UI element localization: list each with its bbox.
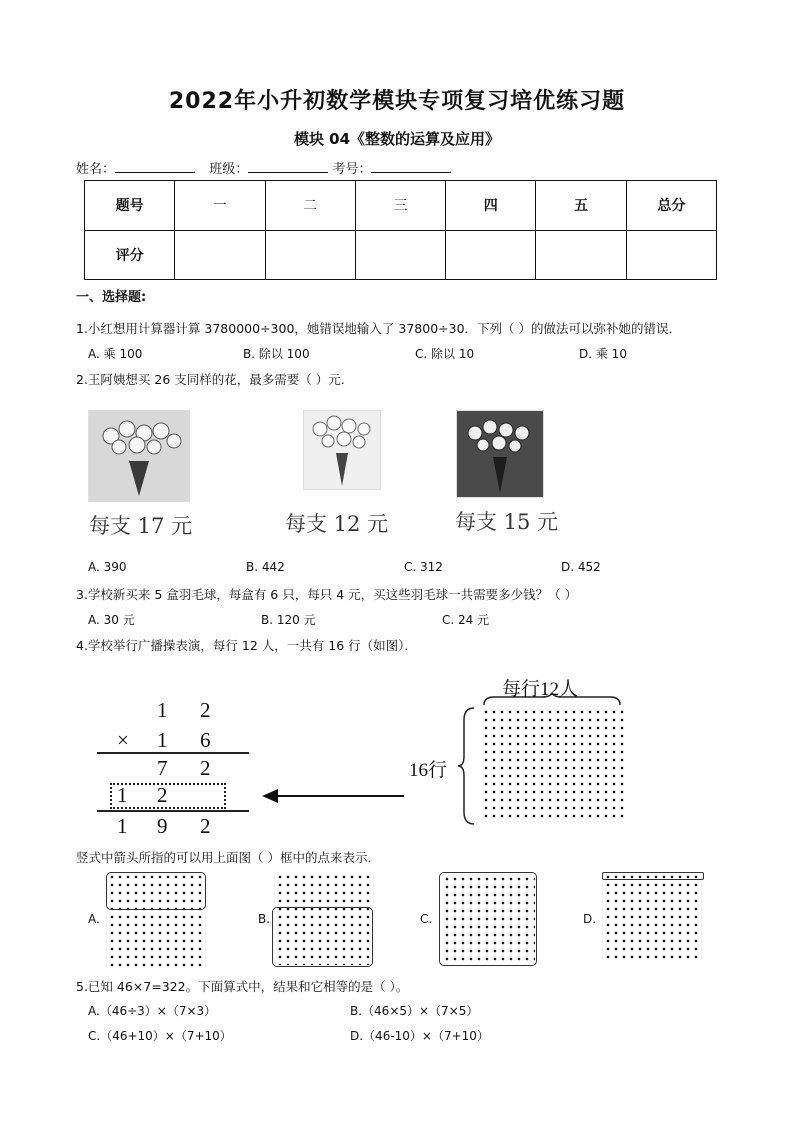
calc-line: [97, 752, 249, 754]
q4-option-a-label[interactable]: A.: [88, 912, 100, 926]
table-cell: 评分: [85, 230, 175, 280]
calc-digit: 1: [117, 783, 128, 807]
question-4-followup: 竖式中箭头所指的可以用上面图（ ）框中的点来表示．: [76, 850, 380, 865]
price-label-1: 每支 17 元: [89, 514, 193, 538]
calc-digit: 1: [157, 698, 168, 722]
q2-option-d[interactable]: D. 452: [561, 560, 601, 574]
score-table: [84, 180, 717, 280]
question-5-text: 5.已知 46×7=322。下面算式中，结果和它相等的是（ ）。: [76, 979, 409, 994]
q5-option-d[interactable]: D.（46-10）×（7+10）: [350, 1029, 489, 1043]
q3-option-c[interactable]: C. 24 元: [442, 613, 490, 627]
q1-option-c[interactable]: C. 除以 10: [415, 347, 475, 361]
score-cell[interactable]: [626, 230, 716, 280]
q4-option-b-label[interactable]: B.: [258, 912, 271, 926]
calc-digit: 6: [200, 728, 211, 752]
flower-bouquet-icon: [457, 411, 543, 497]
table-cell: 一: [175, 181, 265, 231]
score-cell[interactable]: [175, 230, 265, 280]
option-d-frame: [602, 872, 704, 880]
left-brace-icon: [456, 706, 476, 826]
calc-line: [97, 810, 249, 812]
vertical-multiplication: [95, 690, 260, 840]
rows-label: 16行: [409, 760, 448, 781]
class-label: 班级：: [209, 162, 249, 177]
calc-digit: 9: [157, 814, 168, 838]
section-heading: 一、选择题:: [76, 290, 147, 305]
calc-digit: 2: [157, 783, 168, 807]
table-cell: 五: [536, 181, 626, 231]
left-arrow-icon: [260, 786, 405, 806]
flower-bouquet-icon: [304, 411, 380, 489]
question-4-text: 4.学校举行广播操表演，每行 12 人，一共有 16 行（如图）．: [76, 638, 417, 653]
q5-option-a[interactable]: A.（46÷3）×（7×3）: [88, 1004, 217, 1018]
score-cell[interactable]: [355, 230, 445, 280]
calc-digit: 7: [157, 756, 168, 780]
table-cell: 三: [355, 181, 445, 231]
name-blank[interactable]: [115, 160, 195, 173]
student-info-line: [76, 158, 451, 177]
table-cell: 二: [265, 181, 355, 231]
flower-bouquet-image-3: [456, 410, 544, 498]
score-cell[interactable]: [536, 230, 626, 280]
question-1-text: 1.小红想用计算器计算 3780000÷300，她错误地输入了 37800÷30．下列（ ）的做法可以弥补她的错误．: [76, 321, 681, 336]
flower-bouquet-image-1: [88, 410, 190, 502]
price-label-3: 每支 15 元: [455, 510, 559, 534]
q2-option-b[interactable]: B. 442: [246, 560, 285, 574]
name-label: 姓名：: [76, 162, 116, 177]
calc-digit: 2: [200, 756, 211, 780]
page-subtitle: 模块 04《整数的运算及应用》: [293, 130, 501, 148]
class-blank[interactable]: [248, 160, 328, 173]
dot-grid-option-d[interactable]: [604, 873, 702, 959]
q1-option-d[interactable]: D. 乘 10: [579, 347, 627, 361]
dot-formation: [482, 708, 626, 822]
calc-digit: 2: [200, 698, 211, 722]
page-title: 2022年小升初数学模块专项复习培优练习题: [168, 89, 626, 114]
option-a-frame: [106, 872, 206, 910]
exam-label: 考号：: [332, 162, 372, 177]
q5-option-b[interactable]: B.（46×5）×（7×5）: [350, 1004, 479, 1018]
flower-bouquet-icon: [89, 411, 189, 501]
q4-option-d-label[interactable]: D.: [583, 912, 597, 926]
score-cell[interactable]: [265, 230, 355, 280]
q5-option-c[interactable]: C.（46+10）×（7+10）: [88, 1029, 232, 1043]
exam-number-blank[interactable]: [371, 160, 451, 173]
calc-digit: 1: [157, 728, 168, 752]
option-c-frame: [439, 872, 537, 966]
score-cell[interactable]: [446, 230, 536, 280]
flower-bouquet-image-2: [303, 410, 381, 490]
q1-option-a[interactable]: A. 乘 100: [88, 347, 143, 361]
price-label-2: 每支 12 元: [285, 512, 389, 536]
calc-digit: 2: [200, 814, 211, 838]
question-2-text: 2.王阿姨想买 26 支同样的花，最多需要（ ）元．: [76, 372, 354, 387]
q2-option-c[interactable]: C. 312: [404, 560, 443, 574]
q4-option-c-label[interactable]: C.: [420, 912, 433, 926]
per-row-label: 每行12人: [502, 679, 579, 700]
table-cell: 四: [446, 181, 536, 231]
table-cell: 总分: [626, 181, 716, 231]
q1-option-b[interactable]: B. 除以 100: [243, 347, 310, 361]
q2-option-a[interactable]: A. 390: [88, 560, 127, 574]
q3-option-a[interactable]: A. 30 元: [88, 613, 135, 627]
top-brace-icon: [482, 693, 622, 707]
score-table-header-row: [85, 181, 717, 231]
question-3-text: 3.学校新买来 5 盒羽毛球，每盒有 6 只，每只 4 元，买这些羽毛球一共需要多少钱？（ ）: [76, 587, 578, 602]
table-cell: 题号: [85, 181, 175, 231]
multiply-sign: ×: [117, 728, 129, 752]
q3-option-b[interactable]: B. 120 元: [261, 613, 316, 627]
calc-digit: 1: [117, 814, 128, 838]
option-b-frame: [272, 907, 373, 967]
score-table-score-row: [85, 230, 717, 280]
